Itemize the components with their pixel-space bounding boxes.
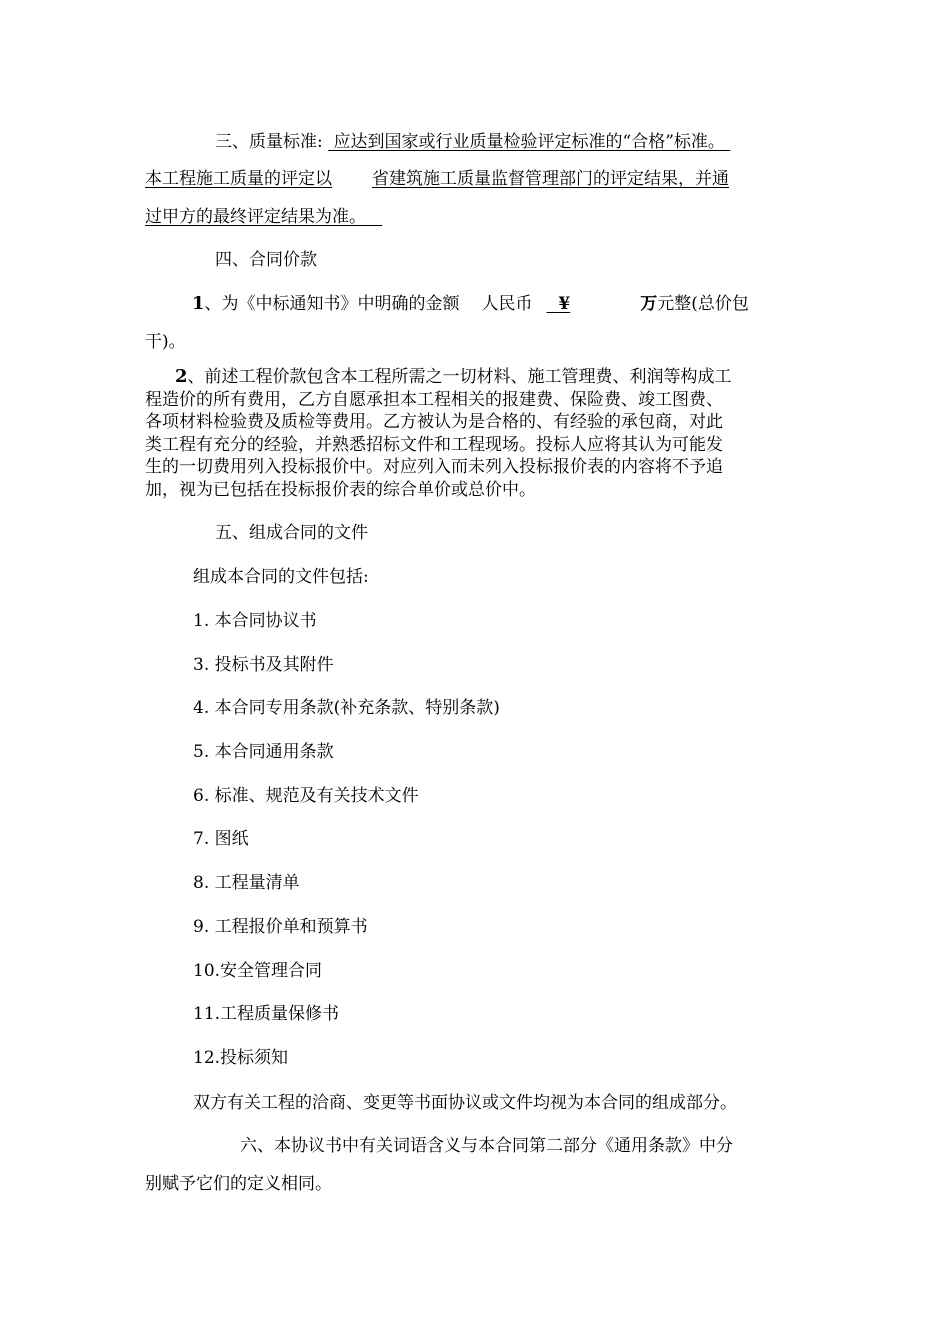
section6-line1: 六、本协议书中有关词语含义与本合同第二部分《通用条款》中分 [240,1136,733,1156]
section4-item1-unit: 万 [640,294,658,314]
section3-line2 [145,168,729,190]
list-item: 12.投标须知 [193,1048,289,1068]
section4-item1-end: 元整(总价包 [657,294,749,314]
section3-line2b: 省建筑施工质量监督管理部门的评定结果，并通 [372,169,729,189]
section4-item1 [192,293,749,315]
section4-item1-amount-field: ¥ [558,294,571,314]
section4-heading: 四、合同价款 [215,250,317,270]
section5-heading: 五、组成合同的文件 [215,523,368,543]
section4-item1-num: 1 [192,293,205,314]
section3-line1 [215,131,730,153]
section3-line3-text: 过甲方的最终评定结果为准。 [145,207,366,227]
section4-item2-line3: 各项材料检验费及质检等费用。乙方被认为是合格的、有经验的承包商，对此 [145,412,723,432]
section4-item2-line4: 类工程有充分的经验，并熟悉招标文件和工程现场。投标人应将其认为可能发 [145,434,723,455]
section5-closing: 双方有关工程的洽商、变更等书面协议或文件均视为本合同的组成部分。 [193,1093,737,1113]
section4-item2-line5: 生的一切费用列入投标报价中。对应列入而未列入投标报价表的内容将不予追 [145,457,723,477]
section4-item2-line6: 加，视为已包括在投标报价表的综合单价或总价中。 [145,479,536,500]
section4-item1-cont: 干)。 [145,332,186,352]
list-item: 6. 标准、规范及有关技术文件 [193,786,419,806]
section5-intro: 组成本合同的文件包括: [193,567,369,587]
list-item: 5. 本合同通用条款 [193,742,334,762]
list-item: 1. 本合同协议书 [193,611,317,631]
section3-label: 三、质量标准: [215,132,323,152]
section4-item2-line1: 、前述工程价款包含本工程所需之一切材料、施工管理费、利润等构成工 [187,367,732,387]
list-item: 8. 工程量清单 [193,873,300,893]
section6-line2: 别赋予它们的定义相同。 [145,1174,332,1194]
section3-line3 [145,206,382,228]
section4-item1-text: 、为《中标通知书》中明确的金额 [204,294,460,314]
section4-item2-num: 2 [175,366,188,387]
section4-item2 [145,366,810,501]
section4-item2-line2: 程造价的所有费用，乙方自愿承担本工程相关的报建费、保险费、竣工图费、 [145,389,723,410]
section3-standard: 应达到国家或行业质量检验评定标准的“合格”标准。 [333,132,725,152]
list-item: 11.工程质量保修书 [193,1004,340,1024]
list-item: 9. 工程报价单和预算书 [193,917,368,937]
list-item: 3. 投标书及其附件 [193,655,334,675]
list-item: 7. 图纸 [193,829,249,849]
section4-item1-currency: 人民币 [481,294,533,314]
list-item: 10.安全管理合同 [193,961,323,981]
list-item: 4. 本合同专用条款(补充条款、特别条款) [193,698,500,718]
section3-line2a: 本工程施工质量的评定以 [145,169,332,189]
